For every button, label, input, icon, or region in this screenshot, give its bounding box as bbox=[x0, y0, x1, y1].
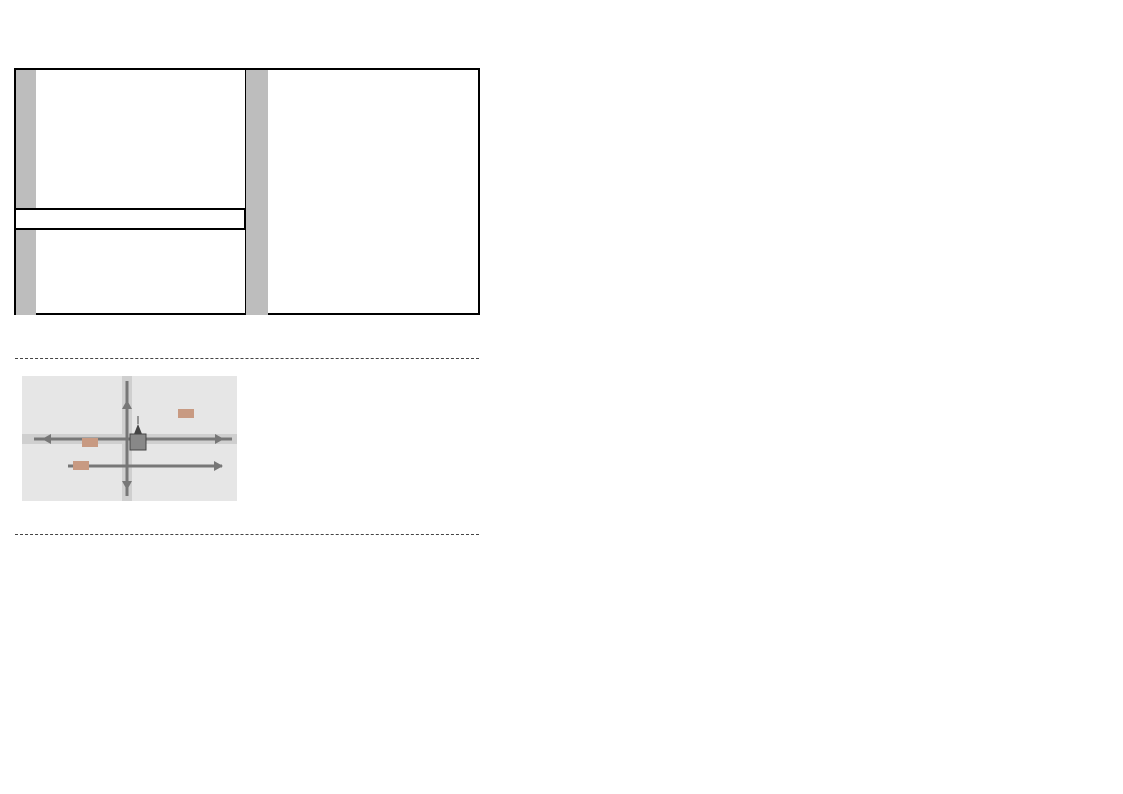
worship-table bbox=[14, 68, 480, 315]
wednesday-service-row bbox=[14, 208, 246, 230]
directions-divider bbox=[15, 358, 479, 359]
church-map bbox=[22, 376, 237, 501]
dawn-worship-label bbox=[16, 230, 36, 315]
next-gen-worship-label bbox=[246, 70, 268, 315]
staff-divider bbox=[15, 534, 479, 535]
adult-worship-label bbox=[16, 70, 36, 208]
map-roads bbox=[22, 376, 237, 501]
